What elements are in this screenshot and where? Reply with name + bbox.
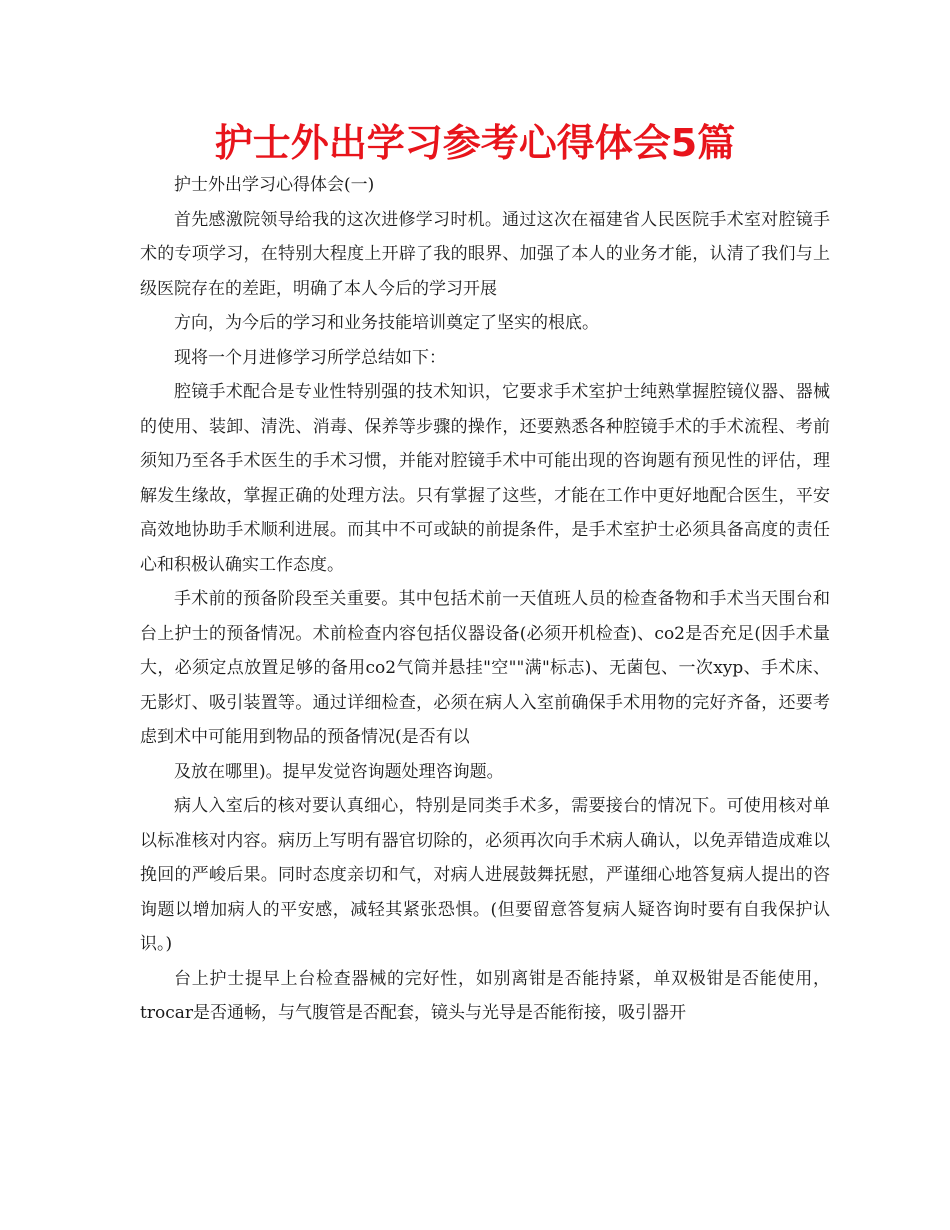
- paragraph: 及放在哪里)。提早发觉咨询题处理咨询题。: [174, 761, 504, 782]
- document-title: 护士外出学习参考心得体会5篇: [214, 121, 736, 165]
- paragraph: 腔镜手术配合是专业性特别强的技术知识，它要求手术室护士纯熟掌握腔镜仪器、器械的使用、装卸、清洗、消毒、保养等步骤的操作，还要熟悉各种腔镜手术的手术流程、考前须知乃至各手术医生的手术习惯，并能对腔镜手术中可能出现的咨询题有预见性的评估，理解发生缘故，掌握正确的处理方法。只有掌握了这些，才能在工作中更好地配合医生，平安高效地协助手术顺利进展。而其中不可或缺的前提条件，是手术室护士必须具备高度的责任心和积极认确实工作态度。: [140, 382, 830, 575]
- paragraph: 方向，为今后的学习和业务技能培训奠定了坚实的根底。: [174, 313, 599, 333]
- paragraph: 台上护士提早上台检查器械的完好性，如别离钳是否能持紧，单双极钳是否能使用，trocar是否通畅，与气腹管是否配套，镜头与光导是否能衔接，吸引器开: [140, 968, 830, 1023]
- section-heading: 护士外出学习心得体会(一): [174, 175, 375, 195]
- document-body: [140, 168, 830, 1031]
- paragraph: 手术前的预备阶段至关重要。其中包括术前一天值班人员的检查备物和手术当天围台和台上护士的预备情况。术前检查内容包括仪器设备(必须开机检查)、co2是否充足(因手术量大，必须定点放置足够的备用co2气筒并悬挂"空""满"标志)、无菌包、一次xyp、手术床、无影灯、吸引装置等。通过详细检查，必须在病人入室前确保手术用物的完好齐备，还要考虑到术中可能用到物品的预备情况(是否有以: [140, 589, 830, 747]
- paragraph: 现将一个月进修学习所学总结如下：: [174, 347, 446, 368]
- paragraph: 病人入室后的核对要认真细心，特别是同类手术多，需要接台的情况下。可使用核对单以标准核对内容。病历上写明有器官切除的，必须再次向手术病人确认，以免弄错造成难以挽回的严峻后果。同时态度亲切和气，对病人进展鼓舞抚慰，严谨细心地答复病人提出的咨询题以增加病人的平安感，减轻其紧张恐惧。(但要留意答复病人疑咨询时要有自我保护认识。): [140, 796, 830, 954]
- paragraph: 首先感激院领导给我的这次进修学习时机。通过这次在福建省人民医院手术室对腔镜手术的专项学习，在特别大程度上开辟了我的眼界、加强了本人的业务才能，认清了我们与上级医院存在的差距，明确了本人今后的学习开展: [140, 209, 830, 299]
